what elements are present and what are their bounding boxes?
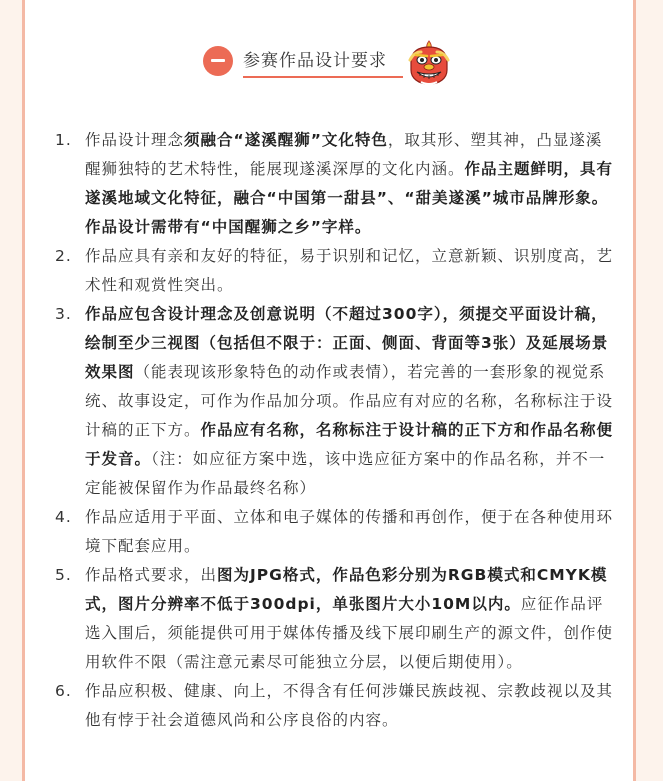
- text-segment: ，取其形、塑其神，凸显遂溪醒狮独特的艺术特性，能展现遂溪深厚的文化内涵。: [85, 131, 603, 178]
- title-underline: [243, 76, 403, 78]
- list-item: [55, 300, 615, 503]
- list-item: [55, 677, 615, 735]
- item-number: 6.: [55, 682, 72, 700]
- item-text: [85, 131, 613, 236]
- list-item: [55, 242, 615, 300]
- item-number: 1.: [55, 131, 72, 149]
- item-number: 2.: [55, 247, 72, 265]
- minus-circle-icon: [203, 46, 233, 76]
- text-segment: （能表现该形象特色的动作或表情），若完善的一套形象的视觉系统、故事设定，可作为作品加分项。作品应有对应的名称，名称标注于设计稿的正下方。: [85, 363, 614, 439]
- list-item: [55, 126, 615, 242]
- item-text: [85, 508, 613, 555]
- text-segment: 作品应具有亲和友好的特征，易于识别和记忆，立意新颖、识别度高，艺术性和观赏性突出。: [85, 247, 614, 294]
- item-number: 3.: [55, 305, 72, 323]
- list-item: [55, 561, 615, 677]
- item-text: [85, 247, 613, 294]
- text-segment: 作品设计理念: [85, 131, 185, 149]
- text-segment: 作品应适用于平面、立体和电子媒体的传播和再创作，便于在各种使用环境下配套应用。: [85, 508, 614, 555]
- item-number: 5.: [55, 566, 72, 584]
- requirements-list: [55, 126, 615, 735]
- text-segment: 应征作品评选入围后，须能提供可用于媒体传播及线下展印刷生产的源文件，创作使用软件不限（需注意元素尽可能独立分层，以便后期使用）。: [85, 595, 614, 671]
- text-segment: （注：如应征方案中选，该中选应征方案中的作品名称，并不一定能被保留作为作品最终名称）: [85, 450, 606, 497]
- bold-segment: 作品应有名称，名称标注于设计稿的正下方和作品名称便于发音。: [85, 421, 614, 468]
- text-segment: 作品应积极、健康、向上，不得含有任何涉嫌民族歧视、宗教歧视以及其他有悖于社会道德风尚和公序良俗的内容。: [85, 682, 614, 729]
- item-text: [85, 566, 613, 671]
- list-item: [55, 503, 615, 561]
- bold-segment: 须融合“遂溪醒狮”文化特色: [184, 131, 388, 149]
- section-header: [25, 38, 633, 88]
- item-number: 4.: [55, 508, 72, 526]
- lion-dance-head-icon: [407, 40, 451, 86]
- bold-segment: 作品主题鲜明，具有遂溪地域文化特征，融合“中国第一甜县”、“甜美遂溪”城市品牌形象。作品设计需带有“中国醒狮之乡”字样。: [85, 160, 614, 236]
- item-text: [85, 305, 613, 497]
- item-text: [85, 682, 613, 729]
- text-segment: 作品格式要求，出: [85, 566, 218, 584]
- requirements-content: [55, 126, 615, 735]
- section-title: 参赛作品设计要求: [243, 51, 387, 71]
- bold-segment: 作品应包含设计理念及创意说明（不超过300字），须提交平面设计稿，绘制至少三视图（包括但不限于：正面、侧面、背面等3张）及延展场景效果图: [85, 305, 609, 381]
- bold-segment: 图为JPG格式，作品色彩分别为RGB模式和CMYK模式，图片分辨率不低于300dpi，单张图片大小10M以内。: [85, 566, 608, 613]
- article-frame: [22, 0, 636, 781]
